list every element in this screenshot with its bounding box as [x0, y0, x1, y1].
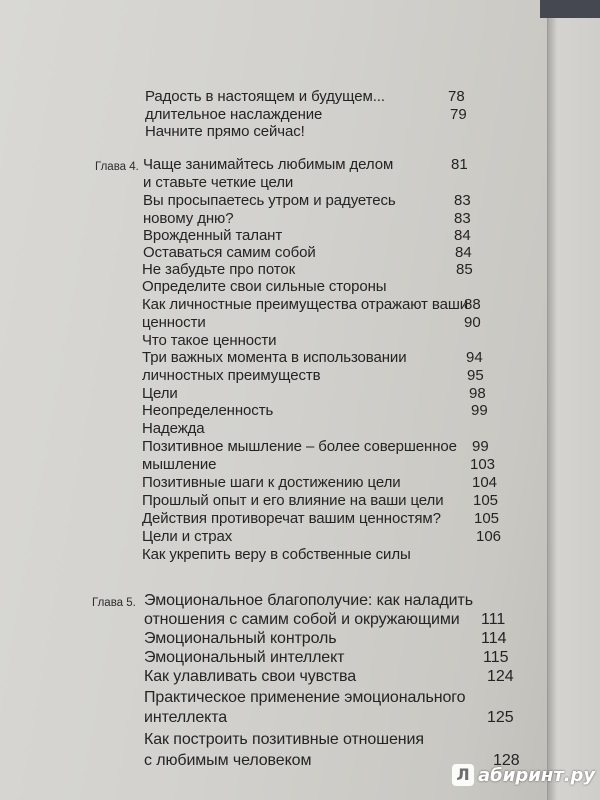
- toc-entry-page: 81: [451, 156, 468, 173]
- toc-entry-title: мышление: [142, 456, 217, 473]
- toc-entry-title: Что такое ценности: [142, 332, 277, 349]
- toc-entry-page: 88: [464, 296, 481, 313]
- toc-entry-page: 105: [474, 510, 500, 527]
- toc-entry-title: Цели: [142, 385, 178, 402]
- toc-entry-page: 115: [483, 649, 509, 666]
- toc-entry-page: 83: [454, 192, 471, 209]
- toc-entry-title: Не забудьте про поток: [142, 261, 296, 278]
- toc-entry-title: Врожденный талант: [143, 227, 283, 244]
- toc-entry-page: 85: [456, 261, 473, 278]
- toc-entry-title: личностных преимуществ: [142, 367, 321, 384]
- labirint-watermark: [452, 762, 595, 788]
- toc-entry-title: новому дню?: [143, 210, 234, 227]
- toc-entry-title: Как укрепить веру в собственные силы: [142, 546, 411, 563]
- toc-entry-page: 111: [481, 611, 506, 628]
- toc-entry-title: длительное наслаждение: [145, 106, 323, 123]
- toc-entry-page: 84: [455, 244, 472, 261]
- toc-entry-page: 106: [476, 528, 502, 545]
- toc-entry-page: 105: [473, 492, 499, 509]
- toc-entry-title: Прошлый опыт и его влияние на ваши цели: [142, 492, 444, 509]
- toc-entry-page: 83: [454, 210, 471, 227]
- toc-entry-page: 124: [487, 668, 514, 685]
- toc-entry-title: Эмоциональный контроль: [144, 630, 337, 647]
- toc-entry-page: 99: [471, 402, 488, 419]
- toc-entry-title: отношения с самим собой и окружающими: [144, 611, 460, 628]
- toc-entry-title: Действия противоречат вашим ценностям?: [142, 510, 441, 527]
- toc-entry-page: 79: [450, 106, 467, 123]
- toc-entry-title: Оставаться самим собой: [143, 244, 316, 261]
- toc-entry-page: 99: [472, 438, 489, 455]
- toc-entry-title: Начните прямо сейчас!: [145, 123, 305, 140]
- toc-entry-title: Как личностные преимущества отражают ваши: [142, 296, 469, 313]
- toc-entry-title: ценности: [142, 314, 206, 331]
- toc-entry-title: Чаще занимайтесь любимым делом: [143, 156, 394, 173]
- toc-entry-title: интеллекта: [144, 709, 228, 726]
- toc-entry-title: Вы просыпаетесь утром и радуетесь: [143, 192, 396, 209]
- toc-entry-title: Радость в настоящем и будущем...: [145, 88, 385, 105]
- toc-entry-page: 104: [472, 474, 498, 491]
- toc-entry-page: 98: [469, 385, 486, 402]
- watermark-text: абиринт.ру: [478, 764, 596, 786]
- toc-entry-page: 78: [448, 88, 465, 105]
- chapter-label: Глава 4.: [95, 161, 139, 173]
- toc-entry-title: Как построить позитивные отношения: [144, 731, 424, 748]
- toc-entry-page: 94: [466, 349, 483, 366]
- toc-entry-page: 95: [467, 367, 484, 384]
- toc-entry-page: 84: [454, 227, 471, 244]
- toc-entry-page: 114: [481, 630, 507, 647]
- labirint-logo-icon: Л: [452, 764, 474, 786]
- toc-entry-page: 125: [487, 709, 514, 726]
- toc-entry-title: Цели и страх: [142, 528, 233, 545]
- toc-entry-title: Практическое применение эмоционального: [144, 689, 466, 706]
- toc-entry-title: Как улавливать свои чувства: [144, 668, 357, 685]
- toc-entry-title: с любимым человеком: [144, 752, 312, 769]
- toc-entry-page: 90: [464, 314, 481, 331]
- toc-entry-title: Эмоциональное благополучие: как наладить: [144, 592, 473, 609]
- toc-entry-page: 128: [493, 752, 520, 769]
- toc-entry-title: Неопределенность: [142, 402, 274, 419]
- toc-entry-title: Позитивное мышление – более совершенное: [142, 438, 457, 455]
- toc-entry-title: Позитивные шаги к достижению цели: [142, 474, 401, 491]
- toc-entry-page: 103: [470, 456, 496, 473]
- toc-entry-title: Определите свои сильные стороны: [142, 278, 387, 295]
- toc-entry-title: Надежда: [142, 420, 205, 437]
- toc-entry-title: Три важных момента в использовании: [142, 349, 407, 366]
- chapter-label: Глава 5.: [92, 597, 136, 609]
- toc-entry-title: и ставьте четкие цели: [143, 174, 294, 191]
- toc-entry-title: Эмоциональный интеллект: [144, 649, 345, 666]
